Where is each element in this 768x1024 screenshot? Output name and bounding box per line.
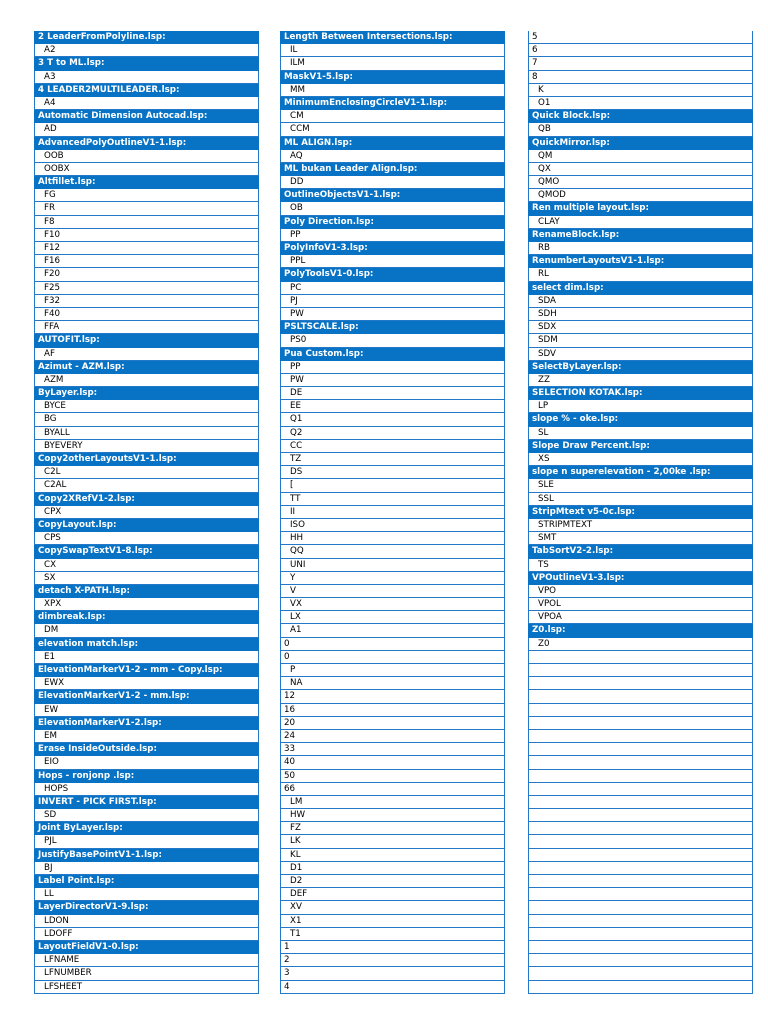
command-entry: F20	[34, 268, 259, 281]
lisp-file-header: Altfillet.lsp:	[34, 176, 259, 189]
command-entry: QX	[528, 163, 753, 176]
lisp-file-header: PolyInfoV1-3.lsp:	[280, 242, 505, 255]
command-entry: QMO	[528, 176, 753, 189]
command-entry: QB	[528, 123, 753, 136]
numeric-entry: 8	[528, 71, 753, 84]
command-entry: SMT	[528, 532, 753, 545]
command-entry: SDA	[528, 295, 753, 308]
command-entry: A1	[280, 624, 505, 637]
numeric-entry: 16	[280, 704, 505, 717]
lisp-file-header: OutlineObjectsV1-1.lsp:	[280, 189, 505, 202]
numeric-entry: 40	[280, 756, 505, 769]
numeric-entry: 33	[280, 743, 505, 756]
command-entry: HW	[280, 809, 505, 822]
command-entry: DD	[280, 176, 505, 189]
command-entry: ISO	[280, 519, 505, 532]
command-entry: SDX	[528, 321, 753, 334]
empty-row	[528, 941, 753, 954]
command-entry: PPL	[280, 255, 505, 268]
command-entry: KL	[280, 849, 505, 862]
command-entry: EM	[34, 730, 259, 743]
command-entry: P	[280, 664, 505, 677]
command-entry: PJ	[280, 295, 505, 308]
command-entry: F8	[34, 216, 259, 229]
command-entry: RB	[528, 242, 753, 255]
lisp-file-header: Joint ByLayer.lsp:	[34, 822, 259, 835]
lisp-file-header: detach X-PATH.lsp:	[34, 585, 259, 598]
command-entry: LDOFF	[34, 928, 259, 941]
command-entry: Y	[280, 572, 505, 585]
command-entry: Q1	[280, 413, 505, 426]
command-entry: DS	[280, 466, 505, 479]
command-entry: E1	[34, 651, 259, 664]
lisp-file-header: ElevationMarkerV1-2.lsp:	[34, 717, 259, 730]
lisp-file-header: ML bukan Leader Align.lsp:	[280, 163, 505, 176]
numeric-entry: 66	[280, 783, 505, 796]
empty-row	[528, 862, 753, 875]
command-entry: TT	[280, 493, 505, 506]
command-entry: QMOD	[528, 189, 753, 202]
command-entry: AQ	[280, 150, 505, 163]
command-entry: Z0	[528, 638, 753, 651]
lisp-file-header: RenameBlock.lsp:	[528, 229, 753, 242]
command-entry: OOBX	[34, 163, 259, 176]
command-entry: F25	[34, 282, 259, 295]
command-entry: F12	[34, 242, 259, 255]
command-entry: LDON	[34, 915, 259, 928]
empty-row	[528, 756, 753, 769]
command-entry: QQ	[280, 545, 505, 558]
command-entry: SL	[528, 427, 753, 440]
lisp-list-column-1	[34, 31, 259, 994]
lisp-file-header: ElevationMarkerV1-2 - mm - Copy.lsp:	[34, 664, 259, 677]
command-entry: CX	[34, 559, 259, 572]
command-entry: ILM	[280, 57, 505, 70]
lisp-file-header: VPOutlineV1-3.lsp:	[528, 572, 753, 585]
lisp-file-header: AUTOFIT.lsp:	[34, 334, 259, 347]
empty-row	[528, 954, 753, 967]
lisp-file-header: 4 LEADER2MULTILEADER.lsp:	[34, 84, 259, 97]
lisp-file-header: Z0.lsp:	[528, 624, 753, 637]
lisp-file-header: slope % - oke.lsp:	[528, 413, 753, 426]
command-entry: V	[280, 585, 505, 598]
command-entry: SX	[34, 572, 259, 585]
command-entry: II	[280, 506, 505, 519]
command-entry: PW	[280, 308, 505, 321]
command-entry: Q2	[280, 427, 505, 440]
lisp-file-header: 3 T to ML.lsp:	[34, 57, 259, 70]
lisp-file-header: select dim.lsp:	[528, 282, 753, 295]
command-entry: A4	[34, 97, 259, 110]
lisp-file-header: SELECTION KOTAK.lsp:	[528, 387, 753, 400]
command-entry: T1	[280, 928, 505, 941]
command-entry: VPO	[528, 585, 753, 598]
command-entry: LM	[280, 796, 505, 809]
command-entry: HOPS	[34, 783, 259, 796]
lisp-file-header: Hops - ronjonp .lsp:	[34, 770, 259, 783]
empty-row	[528, 664, 753, 677]
command-entry: CLAY	[528, 216, 753, 229]
command-entry: FFA	[34, 321, 259, 334]
command-entry: O1	[528, 97, 753, 110]
empty-row	[528, 901, 753, 914]
numeric-entry: 3	[280, 967, 505, 980]
command-entry: FG	[34, 189, 259, 202]
command-entry: EWX	[34, 677, 259, 690]
command-entry: BG	[34, 413, 259, 426]
lisp-file-header: AdvancedPolyOutlineV1-1.lsp:	[34, 137, 259, 150]
lisp-file-header: 2 LeaderFromPolyline.lsp:	[34, 31, 259, 44]
empty-row	[528, 915, 753, 928]
command-entry: EW	[34, 704, 259, 717]
empty-row	[528, 849, 753, 862]
command-entry: MM	[280, 84, 505, 97]
command-entry: BYEVERY	[34, 440, 259, 453]
command-entry: EIO	[34, 756, 259, 769]
command-entry: TS	[528, 559, 753, 572]
lisp-file-header: QuickMirror.lsp:	[528, 137, 753, 150]
lisp-file-header: PolyToolsV1-0.lsp:	[280, 268, 505, 281]
command-entry: VX	[280, 598, 505, 611]
command-entry: F32	[34, 295, 259, 308]
lisp-file-header: Poly Direction.lsp:	[280, 216, 505, 229]
command-entry: XPX	[34, 598, 259, 611]
command-entry: VPOA	[528, 611, 753, 624]
lisp-file-header: ML ALIGN.lsp:	[280, 137, 505, 150]
lisp-file-header: Pua Custom.lsp:	[280, 348, 505, 361]
command-entry: XS	[528, 453, 753, 466]
command-entry: F40	[34, 308, 259, 321]
lisp-file-header: Slope Draw Percent.lsp:	[528, 440, 753, 453]
lisp-file-header: Copy2XRefV1-2.lsp:	[34, 493, 259, 506]
lisp-file-header: LayoutFieldV1-0.lsp:	[34, 941, 259, 954]
command-entry: XV	[280, 901, 505, 914]
command-entry: C2L	[34, 466, 259, 479]
command-entry: K	[528, 84, 753, 97]
numeric-entry: 50	[280, 770, 505, 783]
command-entry: IL	[280, 44, 505, 57]
command-entry: LFNAME	[34, 954, 259, 967]
command-entry: C2AL	[34, 479, 259, 492]
command-entry: SDM	[528, 334, 753, 347]
lisp-file-header: ElevationMarkerV1-2 - mm.lsp:	[34, 690, 259, 703]
command-entry: EE	[280, 400, 505, 413]
lisp-file-header: Automatic Dimension Autocad.lsp:	[34, 110, 259, 123]
command-entry: SDV	[528, 348, 753, 361]
numeric-entry: 0	[280, 638, 505, 651]
empty-row	[528, 875, 753, 888]
command-entry: D1	[280, 862, 505, 875]
lisp-file-header: CopyLayout.lsp:	[34, 519, 259, 532]
empty-row	[528, 690, 753, 703]
lisp-list-column-3	[528, 31, 753, 994]
empty-row	[528, 967, 753, 980]
command-entry: AF	[34, 348, 259, 361]
lisp-file-header: INVERT - PICK FIRST.lsp:	[34, 796, 259, 809]
empty-row	[528, 704, 753, 717]
empty-row	[528, 822, 753, 835]
lisp-file-header: RenumberLayoutsV1-1.lsp:	[528, 255, 753, 268]
command-entry: LFNUMBER	[34, 967, 259, 980]
command-entry: STRIPMTEXT	[528, 519, 753, 532]
command-entry: PS0	[280, 334, 505, 347]
lisp-file-header: SelectByLayer.lsp:	[528, 361, 753, 374]
command-entry: PP	[280, 361, 505, 374]
lisp-file-header: CopySwapTextV1-8.lsp:	[34, 545, 259, 558]
numeric-entry: 12	[280, 690, 505, 703]
numeric-entry: 1	[280, 941, 505, 954]
command-entry: FR	[34, 202, 259, 215]
numeric-entry: 2	[280, 954, 505, 967]
command-entry: CM	[280, 110, 505, 123]
command-entry: PP	[280, 229, 505, 242]
command-entry: CC	[280, 440, 505, 453]
lisp-file-header: TabSortV2-2.lsp:	[528, 545, 753, 558]
command-entry: A3	[34, 71, 259, 84]
command-entry: UNI	[280, 559, 505, 572]
command-entry: CPX	[34, 506, 259, 519]
command-entry: RL	[528, 268, 753, 281]
numeric-entry: 24	[280, 730, 505, 743]
numeric-entry: 7	[528, 57, 753, 70]
empty-row	[528, 888, 753, 901]
command-entry: AZM	[34, 374, 259, 387]
empty-row	[528, 677, 753, 690]
command-entry: CCM	[280, 123, 505, 136]
lisp-file-header: Erase InsideOutside.lsp:	[34, 743, 259, 756]
command-entry: OOB	[34, 150, 259, 163]
numeric-entry: 0	[280, 651, 505, 664]
command-entry: LP	[528, 400, 753, 413]
command-entry: DEF	[280, 888, 505, 901]
lisp-file-header: ByLayer.lsp:	[34, 387, 259, 400]
command-entry: LK	[280, 835, 505, 848]
lisp-file-header: slope n superelevation - 2,00ke .lsp:	[528, 466, 753, 479]
command-entry: PJL	[34, 835, 259, 848]
lisp-file-header: LayerDirectorV1-9.lsp:	[34, 901, 259, 914]
numeric-entry: 5	[528, 31, 753, 44]
lisp-file-header: Length Between Intersections.lsp:	[280, 31, 505, 44]
numeric-entry: 6	[528, 44, 753, 57]
lisp-file-header: dimbreak.lsp:	[34, 611, 259, 624]
command-entry: D2	[280, 875, 505, 888]
command-entry: CPS	[34, 532, 259, 545]
lisp-file-header: Azimut - AZM.lsp:	[34, 361, 259, 374]
lisp-file-header: JustifyBasePointV1-1.lsp:	[34, 849, 259, 862]
command-entry: AD	[34, 123, 259, 136]
lisp-file-header: Ren multiple layout.lsp:	[528, 202, 753, 215]
command-entry: HH	[280, 532, 505, 545]
empty-row	[528, 717, 753, 730]
lisp-file-header: StripMtext v5-0c.lsp:	[528, 506, 753, 519]
lisp-file-header: Copy2otherLayoutsV1-1.lsp:	[34, 453, 259, 466]
command-entry: SD	[34, 809, 259, 822]
lisp-file-header: PSLTSCALE.lsp:	[280, 321, 505, 334]
lisp-file-header: MaskV1-5.lsp:	[280, 71, 505, 84]
empty-row	[528, 928, 753, 941]
command-entry: NA	[280, 677, 505, 690]
numeric-entry: 4	[280, 981, 505, 994]
command-entry: F16	[34, 255, 259, 268]
command-entry: TZ	[280, 453, 505, 466]
command-entry: BJ	[34, 862, 259, 875]
empty-row	[528, 770, 753, 783]
lisp-file-header: MinimumEnclosingCircleV1-1.lsp:	[280, 97, 505, 110]
command-entry: OB	[280, 202, 505, 215]
command-entry: [	[280, 479, 505, 492]
command-entry: DM	[34, 624, 259, 637]
command-entry: LX	[280, 611, 505, 624]
empty-row	[528, 651, 753, 664]
numeric-entry: 20	[280, 717, 505, 730]
command-entry: QM	[528, 150, 753, 163]
command-entry: SDH	[528, 308, 753, 321]
lisp-file-header: elevation match.lsp:	[34, 638, 259, 651]
command-entry: DE	[280, 387, 505, 400]
command-entry: X1	[280, 915, 505, 928]
empty-row	[528, 743, 753, 756]
command-entry: PW	[280, 374, 505, 387]
command-entry: BYALL	[34, 427, 259, 440]
empty-row	[528, 730, 753, 743]
command-entry: F10	[34, 229, 259, 242]
lisp-file-header: Quick Block.lsp:	[528, 110, 753, 123]
command-entry: SLE	[528, 479, 753, 492]
command-entry: LFSHEET	[34, 981, 259, 994]
command-entry: LL	[34, 888, 259, 901]
empty-row	[528, 835, 753, 848]
empty-row	[528, 783, 753, 796]
command-entry: FZ	[280, 822, 505, 835]
lisp-file-header: Label Point.lsp:	[34, 875, 259, 888]
command-entry: PC	[280, 282, 505, 295]
command-entry: BYCE	[34, 400, 259, 413]
command-entry: ZZ	[528, 374, 753, 387]
empty-row	[528, 796, 753, 809]
empty-row	[528, 981, 753, 994]
command-entry: SSL	[528, 493, 753, 506]
command-entry: A2	[34, 44, 259, 57]
empty-row	[528, 809, 753, 822]
lisp-list-column-2	[280, 31, 505, 994]
command-entry: VPOL	[528, 598, 753, 611]
